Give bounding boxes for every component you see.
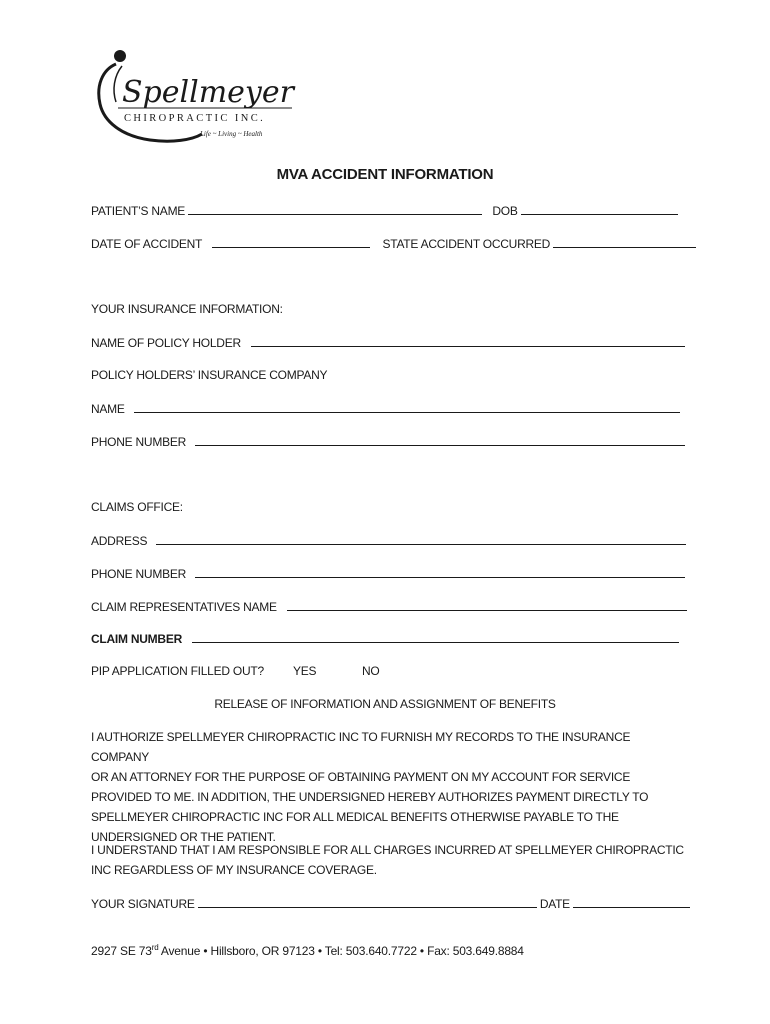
insurance-name-field[interactable] [134,401,680,413]
authorization-paragraph [91,727,691,847]
claim-number-field[interactable] [192,631,679,643]
pip-question: PIP APPLICATION FILLED OUT? [91,664,264,678]
authorization-line: OR AN ATTORNEY FOR THE PURPOSE OF OBTAINING PAYMENT ON MY ACCOUNT FOR SERVICE [91,770,631,784]
release-heading: RELEASE OF INFORMATION AND ASSIGNMENT OF BENEFITS [214,697,556,711]
spellmeyer-logo [92,46,302,146]
insurance-phone-row [91,434,685,449]
claims-phone-row [91,566,685,581]
patient-name-label: PATIENT’S NAME [91,204,186,218]
responsibility-line: I UNDERSTAND THAT I AM RESPONSIBLE FOR ALL CHARGES INCURRED AT SPELLMEYER CHIROPRACTIC [91,843,684,857]
claim-rep-label: CLAIM REPRESENTATIVES NAME [91,600,277,614]
policy-holder-row [91,335,685,350]
state-accident-field[interactable] [553,236,696,248]
claim-rep-row [91,599,687,614]
dob-field[interactable] [521,203,678,215]
authorization-line: UNDERSIGNED OR THE PATIENT. [91,830,276,844]
responsibility-line: INC REGARDLESS OF MY INSURANCE COVERAGE. [91,863,377,877]
responsibility-paragraph [91,840,691,880]
claims-phone-label: PHONE NUMBER [91,567,187,581]
claim-number-label: CLAIM NUMBER [91,632,182,646]
claim-number-row [91,631,679,646]
authorization-line: I AUTHORIZE SPELLMEYER CHIROPRACTIC INC TO FURNISH MY RECORDS TO THE INSURANCE COMPANY [91,730,631,764]
claims-address-field[interactable] [156,533,686,545]
signature-field[interactable] [198,896,537,908]
policy-holder-field[interactable] [251,335,685,347]
authorization-line: PROVIDED TO ME. IN ADDITION, THE UNDERSIGNED HEREBY AUTHORIZES PAYMENT DIRECTLY TO [91,790,649,804]
pip-yes-option[interactable]: YES [293,664,317,678]
claim-rep-field[interactable] [287,599,687,611]
policy-holder-label: NAME OF POLICY HOLDER [91,336,241,350]
signature-date-field[interactable] [573,896,690,908]
signature-date-label: DATE [539,897,570,911]
footer-contact: Avenue • Hillsboro, OR 97123 • Tel: 503.640.7722 • Fax: 503.649.8884 [158,944,524,958]
claims-phone-field[interactable] [195,566,685,578]
patient-name-field[interactable] [188,203,482,215]
date-of-accident-label: DATE OF ACCIDENT [91,237,203,251]
dob-label: DOB [492,204,518,218]
logo-subtitle: CHIROPRACTIC INC. [124,113,266,124]
insurance-phone-field[interactable] [195,434,685,446]
authorization-line: SPELLMEYER CHIROPRACTIC INC FOR ALL MEDICAL BENEFITS OTHERWISE PAYABLE TO THE [91,810,619,824]
pip-no-option[interactable]: NO [362,664,380,678]
logo-head-dot [114,50,126,62]
footer-ordinal: rd [151,943,159,952]
claims-address-row [91,533,686,548]
signature-label: YOUR SIGNATURE [91,897,195,911]
signature-row [91,896,690,911]
accident-row [91,236,696,251]
logo-tagline: Life ~ Living ~ Health [200,130,263,138]
insurance-name-row [91,401,680,416]
insurance-name-label: NAME [91,402,125,416]
insurance-company-label: POLICY HOLDERS’ INSURANCE COMPANY [91,368,328,382]
insurance-heading: YOUR INSURANCE INFORMATION: [91,302,283,316]
logo-name: Spellmeyer [122,75,294,110]
patient-name-row [91,203,678,218]
date-of-accident-field[interactable] [212,236,370,248]
insurance-phone-label: PHONE NUMBER [91,435,187,449]
claims-heading: CLAIMS OFFICE: [91,500,183,514]
form-title: MVA ACCIDENT INFORMATION [276,166,494,183]
claims-address-label: ADDRESS [91,534,148,548]
footer-address [91,943,524,958]
footer-street: 2927 SE 73 [91,944,152,958]
state-accident-label: STATE ACCIDENT OCCURRED [382,237,551,251]
